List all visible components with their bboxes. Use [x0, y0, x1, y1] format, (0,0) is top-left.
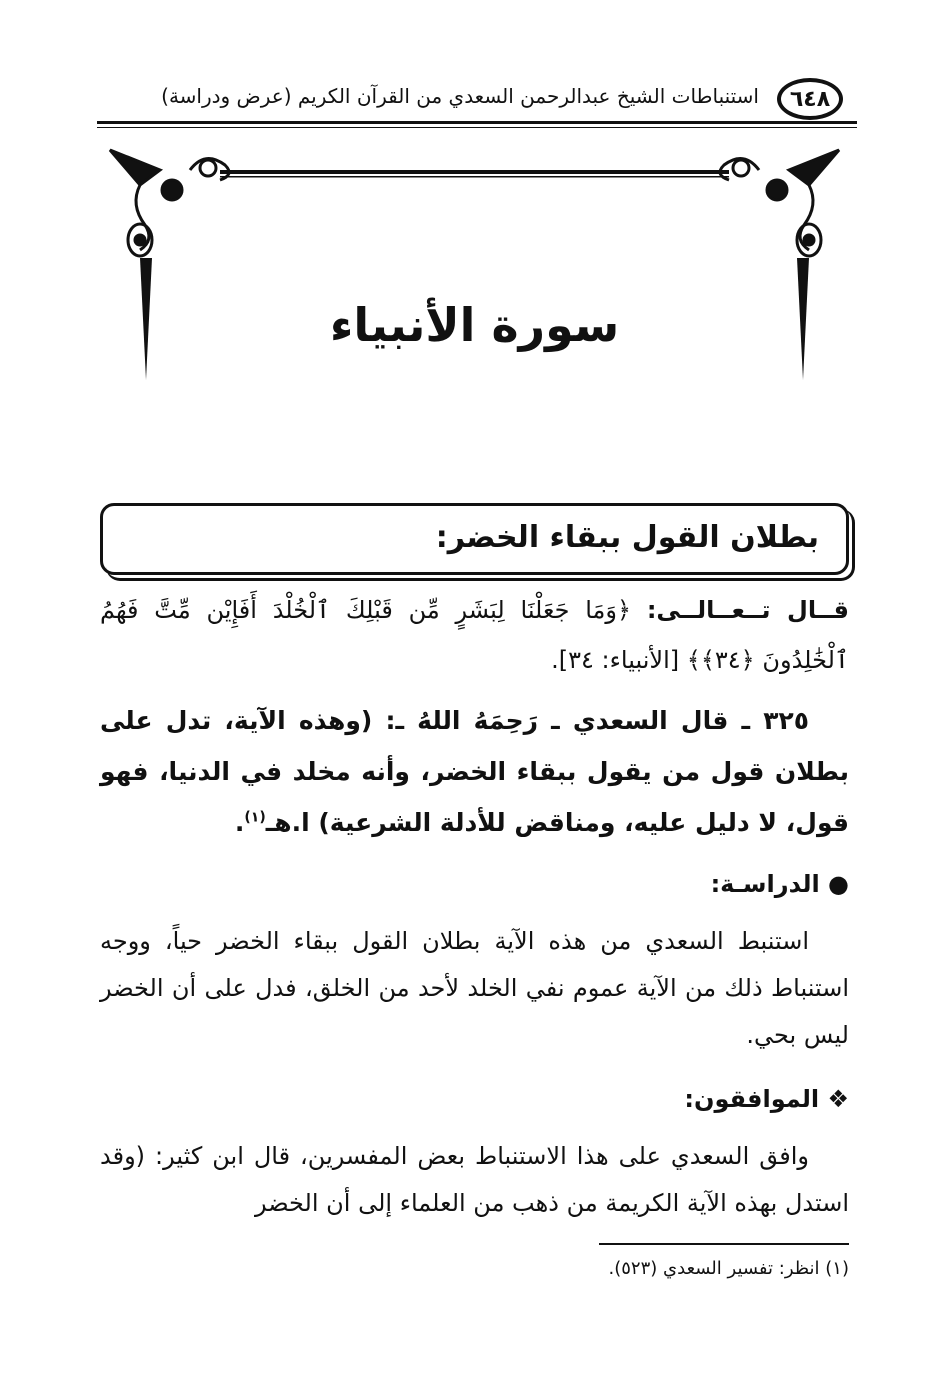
footnote-rule [599, 1243, 849, 1245]
quote-text: ٣٢٥ ـ قال السعدي ـ رَحِمَهُ اللهُ ـ: (وهذه الآية، تدل على بطلان قول من يقول ببقاء الخضر، وأنه مخلد في الدنيا، فهو قول، لا دليل عليه، ومناقض للأدلة الشرعية) ا.هـ [100, 706, 849, 837]
header-rule-thin [97, 127, 857, 128]
study-heading-text: الدراسـة: [710, 870, 820, 898]
study-heading [711, 870, 849, 898]
agreeing-paragraph [100, 1133, 849, 1227]
page-number-text: ٦٤٨ [789, 86, 831, 112]
study-text: استنبط السعدي من هذه الآية بطلان القول ببقاء الخضر حياً، ووجه استنباط ذلك من الآية عموم نفي الخلد لأحد من الخلق، فدل على أن الخضر ليس بحي. [100, 927, 849, 1049]
section-heading: بطلان القول ببقاء الخضر: [435, 520, 819, 555]
running-header: استنباطات الشيخ عبدالرحمن السعدي من القرآن الكريم (عرض ودراسة) [161, 84, 759, 108]
page-number [777, 78, 843, 120]
bullet-icon: ● [828, 870, 849, 898]
agreeing-heading-text: الموافقون: [684, 1085, 820, 1113]
agreeing-text: وافق السعدي على هذا الاستنباط بعض المفسرين، قال ابن كثير: (وقد استدل بهذه الآية الكريمة من ذهب من العلماء إلى أن الخضر [100, 1142, 849, 1217]
verse-text: ﴿وَمَا جَعَلْنَا لِبَشَرٍ مِّن قَبْلِكَ ٱلْخُلْدَ أَفَإِيْن مِّتَّ فَهُمُ ٱلْخَٰلِدُونَ ﴿٣٤﴾﴾ [100, 596, 849, 674]
header-rule [97, 121, 857, 124]
study-paragraph [100, 918, 849, 1059]
ornamental-frame-icon [100, 140, 849, 390]
footnote-marker: (١) [244, 809, 266, 826]
quote-end: . [234, 808, 245, 837]
verse-lead: قــال تــعــالــى: [646, 596, 849, 624]
footnote: (١) انظر: تفسير السعدي (٥٢٣). [608, 1258, 849, 1279]
quote-paragraph [100, 695, 849, 848]
verse-paragraph [100, 585, 849, 685]
agreeing-heading [684, 1085, 849, 1113]
verse-reference: [الأنبياء: ٣٤]. [551, 646, 680, 674]
surah-title: سورة الأنبياء [329, 298, 620, 352]
diamond-bullet-icon: ❖ [827, 1085, 849, 1113]
